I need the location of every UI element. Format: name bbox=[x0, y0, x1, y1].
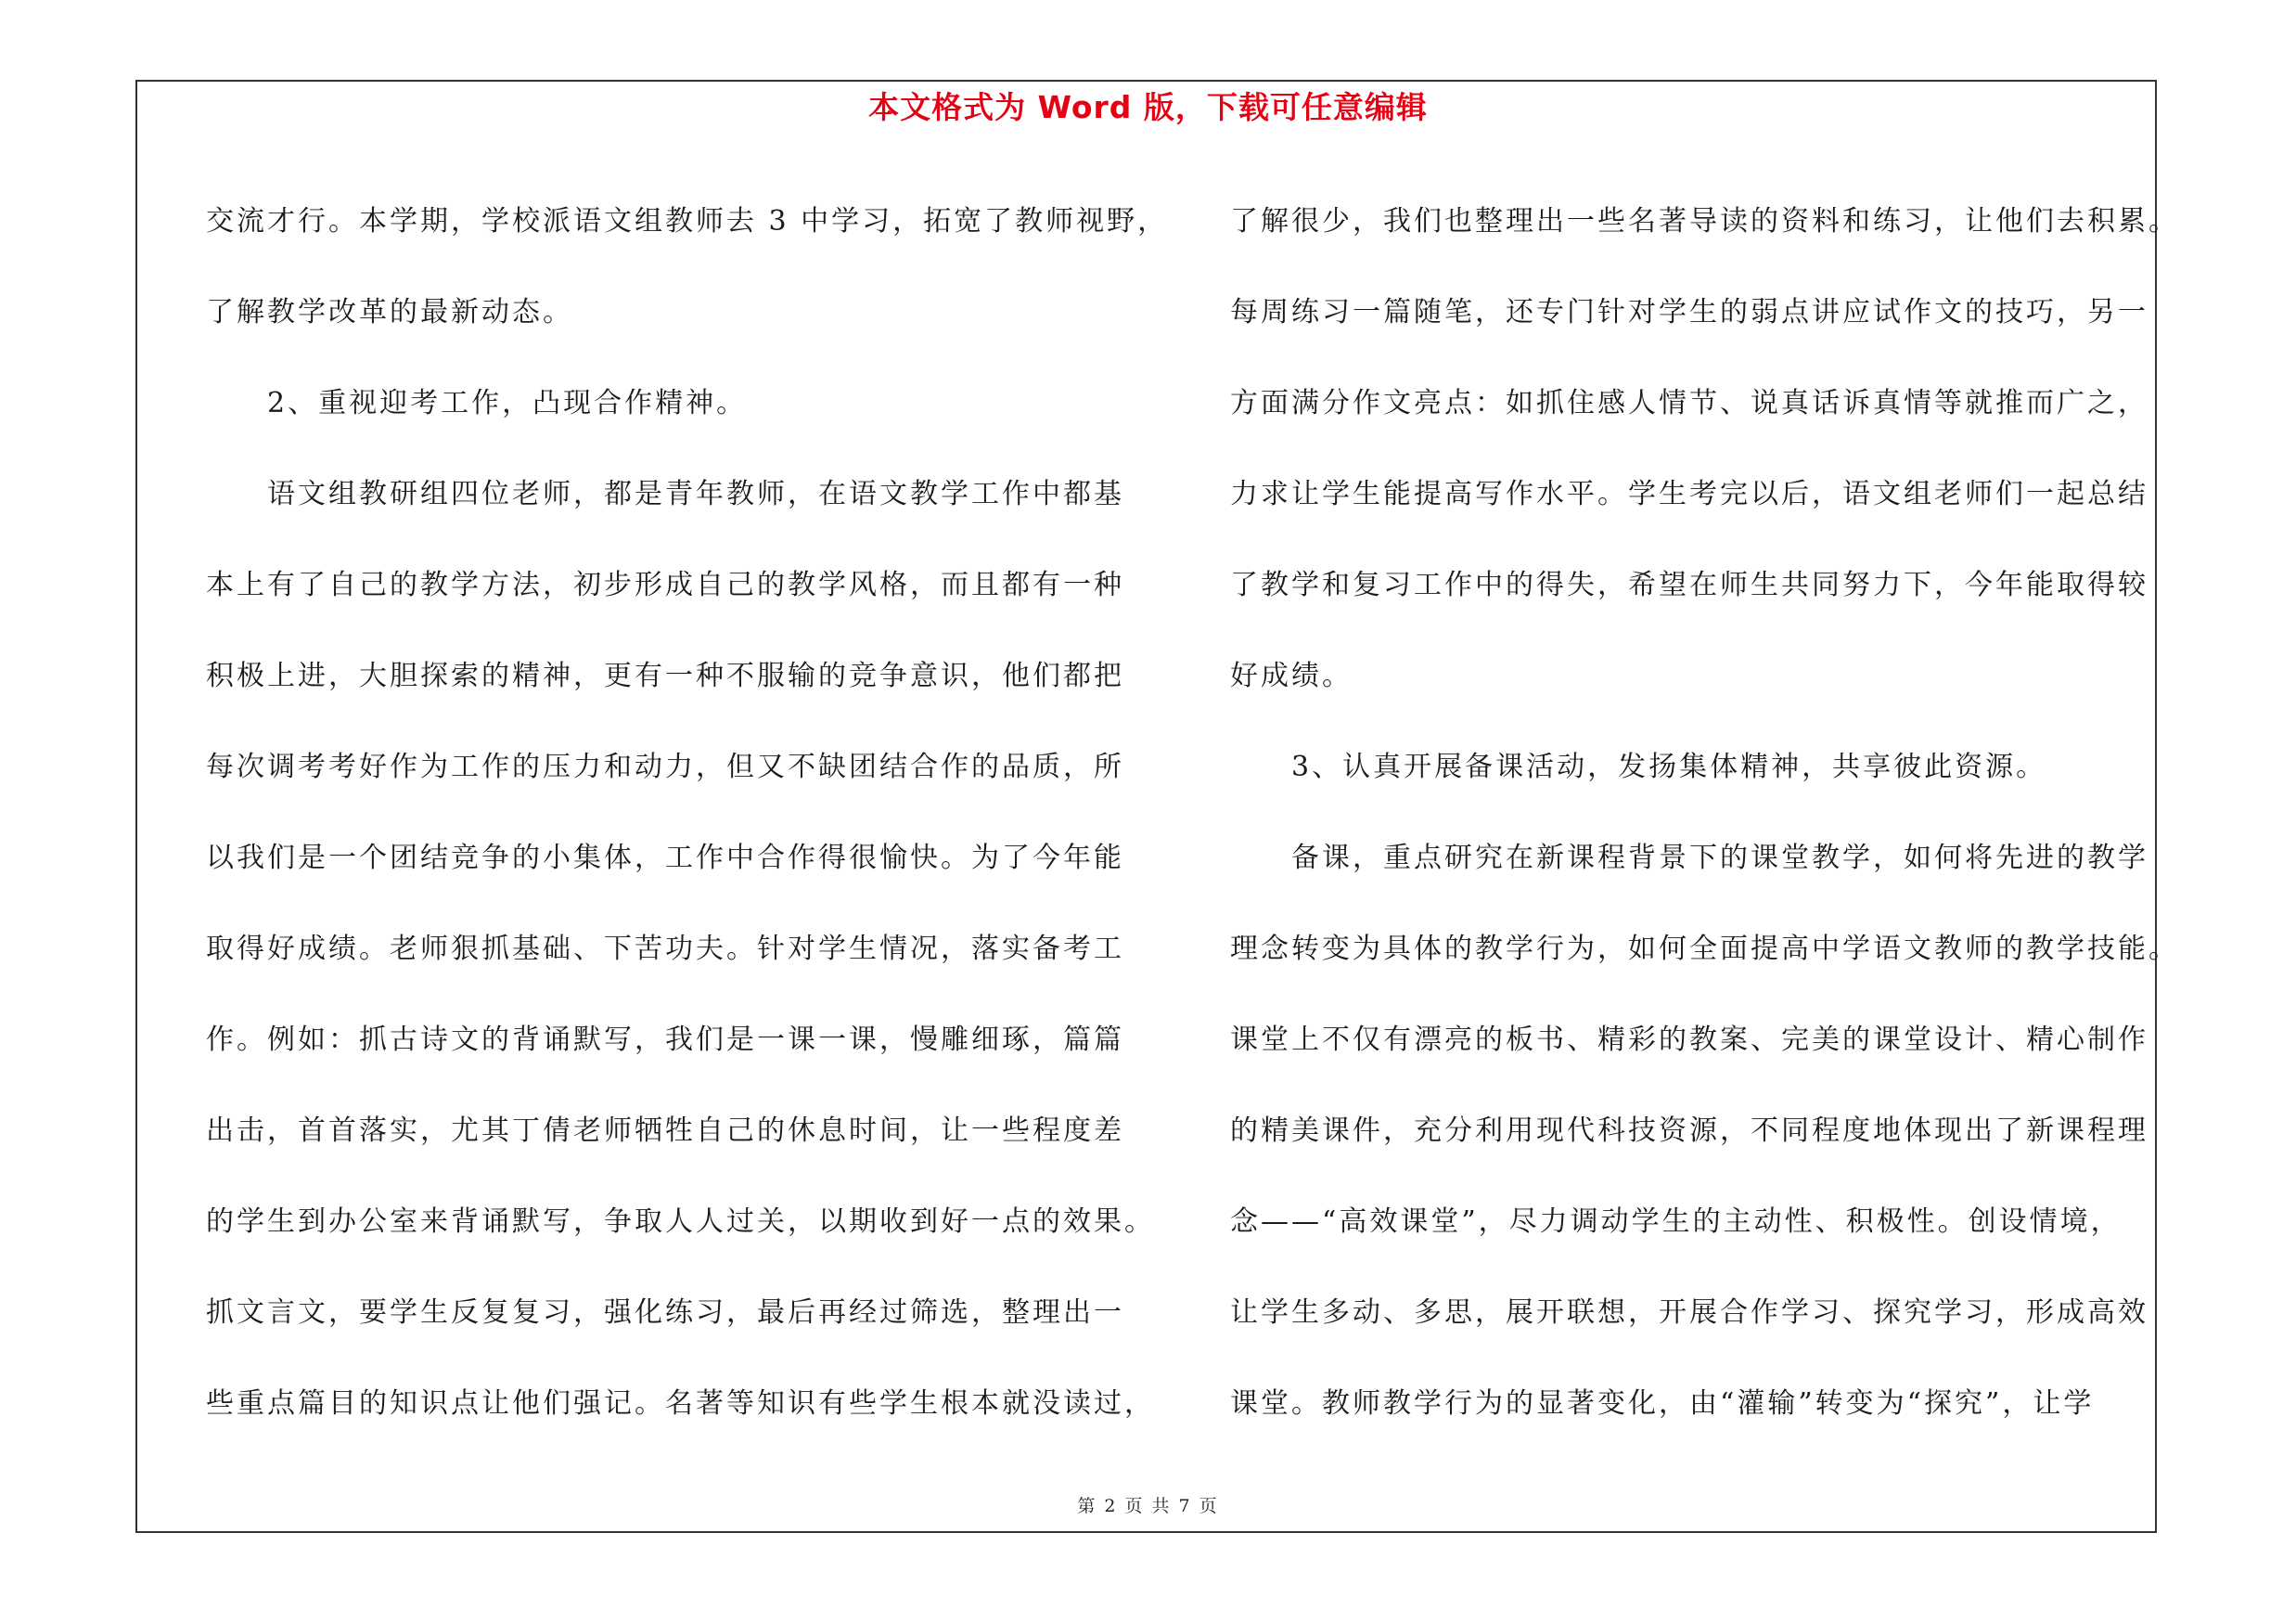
text-line: 出击，首首落实，尤其丁倩老师牺牲自己的休息时间，让一些程度差 bbox=[206, 1114, 1124, 1147]
text-line: 作。例如：抓古诗文的背诵默写，我们是一课一课，慢雕细琢，篇篇 bbox=[206, 1024, 1124, 1056]
text-line: 每次调考考好作为工作的压力和动力，但又不缺团结合作的品质，所 bbox=[206, 751, 1124, 783]
text-line: 积极上进，大胆探索的精神，更有一种不服输的竞争意识，他们都把 bbox=[206, 660, 1124, 692]
text-line: 本上有了自己的教学方法，初步形成自己的教学风格，而且都有一种 bbox=[206, 569, 1124, 601]
text-line: 抓文言文，要学生反复复习，强化练习，最后再经过筛选，整理出一 bbox=[206, 1296, 1124, 1329]
text-line: 每周练习一篇随笔，还专门针对学生的弱点讲应试作文的技巧，另一 bbox=[1230, 296, 2148, 328]
text-line: 了教学和复习工作中的得失，希望在师生共同努力下，今年能取得较 bbox=[1230, 569, 2148, 601]
left-text-column bbox=[206, 176, 1169, 1449]
text-line: 好成绩。 bbox=[1230, 660, 1353, 692]
text-line: 的精美课件，充分利用现代科技资源，不同程度地体现出了新课程理 bbox=[1230, 1114, 2148, 1147]
text-line: 力求让学生能提高写作水平。学生考完以后，语文组老师们一起总结 bbox=[1230, 478, 2148, 510]
text-line: 了解很少，我们也整理出一些名著导读的资料和练习，让他们去积累。 bbox=[1230, 205, 2179, 238]
page-number: 第 2 页 共 7 页 bbox=[1077, 1496, 1219, 1516]
section-heading: 3、认真开展备课活动，发扬集体精神，共享彼此资源。 bbox=[1291, 751, 2047, 783]
editable-format-banner: 本文格式为 Word 版，下载可任意编辑 bbox=[868, 89, 1428, 125]
text-line: 取得好成绩。老师狠抓基础、下苦功夫。针对学生情况，落实备考工 bbox=[206, 933, 1124, 965]
text-line: 交流才行。本学期，学校派语文组教师去 3 中学习，拓宽了教师视野， bbox=[206, 205, 1169, 238]
text-line: 以我们是一个团结竞争的小集体，工作中合作得很愉快。为了今年能 bbox=[206, 842, 1124, 874]
right-text-column bbox=[1230, 176, 2179, 1449]
text-line: 的学生到办公室来背诵默写，争取人人过关，以期收到好一点的效果。 bbox=[206, 1205, 1155, 1238]
section-heading: 2、重视迎考工作，凸现合作精神。 bbox=[267, 387, 748, 419]
text-line: 让学生多动、多思，展开联想，开展合作学习、探究学习，形成高效 bbox=[1230, 1296, 2148, 1329]
text-line: 念——“高效课堂”，尽力调动学生的主动性、积极性。创设情境， bbox=[1230, 1205, 2122, 1238]
text-line: 了解教学改革的最新动态。 bbox=[206, 296, 573, 328]
text-line: 课堂上不仅有漂亮的板书、精彩的教案、完美的课堂设计、精心制作 bbox=[1230, 1024, 2148, 1056]
text-line: 些重点篇目的知识点让他们强记。名著等知识有些学生根本就没读过， bbox=[206, 1387, 1155, 1420]
text-line: 课堂。教师教学行为的显著变化，由“灌输”转变为“探究”，让学 bbox=[1230, 1387, 2095, 1420]
text-line: 语文组教研组四位老师，都是青年教师，在语文教学工作中都基 bbox=[267, 478, 1124, 510]
text-line: 备课，重点研究在新课程背景下的课堂教学，如何将先进的教学 bbox=[1291, 842, 2148, 874]
text-line: 理念转变为具体的教学行为，如何全面提高中学语文教师的教学技能。 bbox=[1230, 933, 2179, 965]
text-line: 方面满分作文亮点：如抓住感人情节、说真话诉真情等就推而广之， bbox=[1230, 387, 2148, 419]
